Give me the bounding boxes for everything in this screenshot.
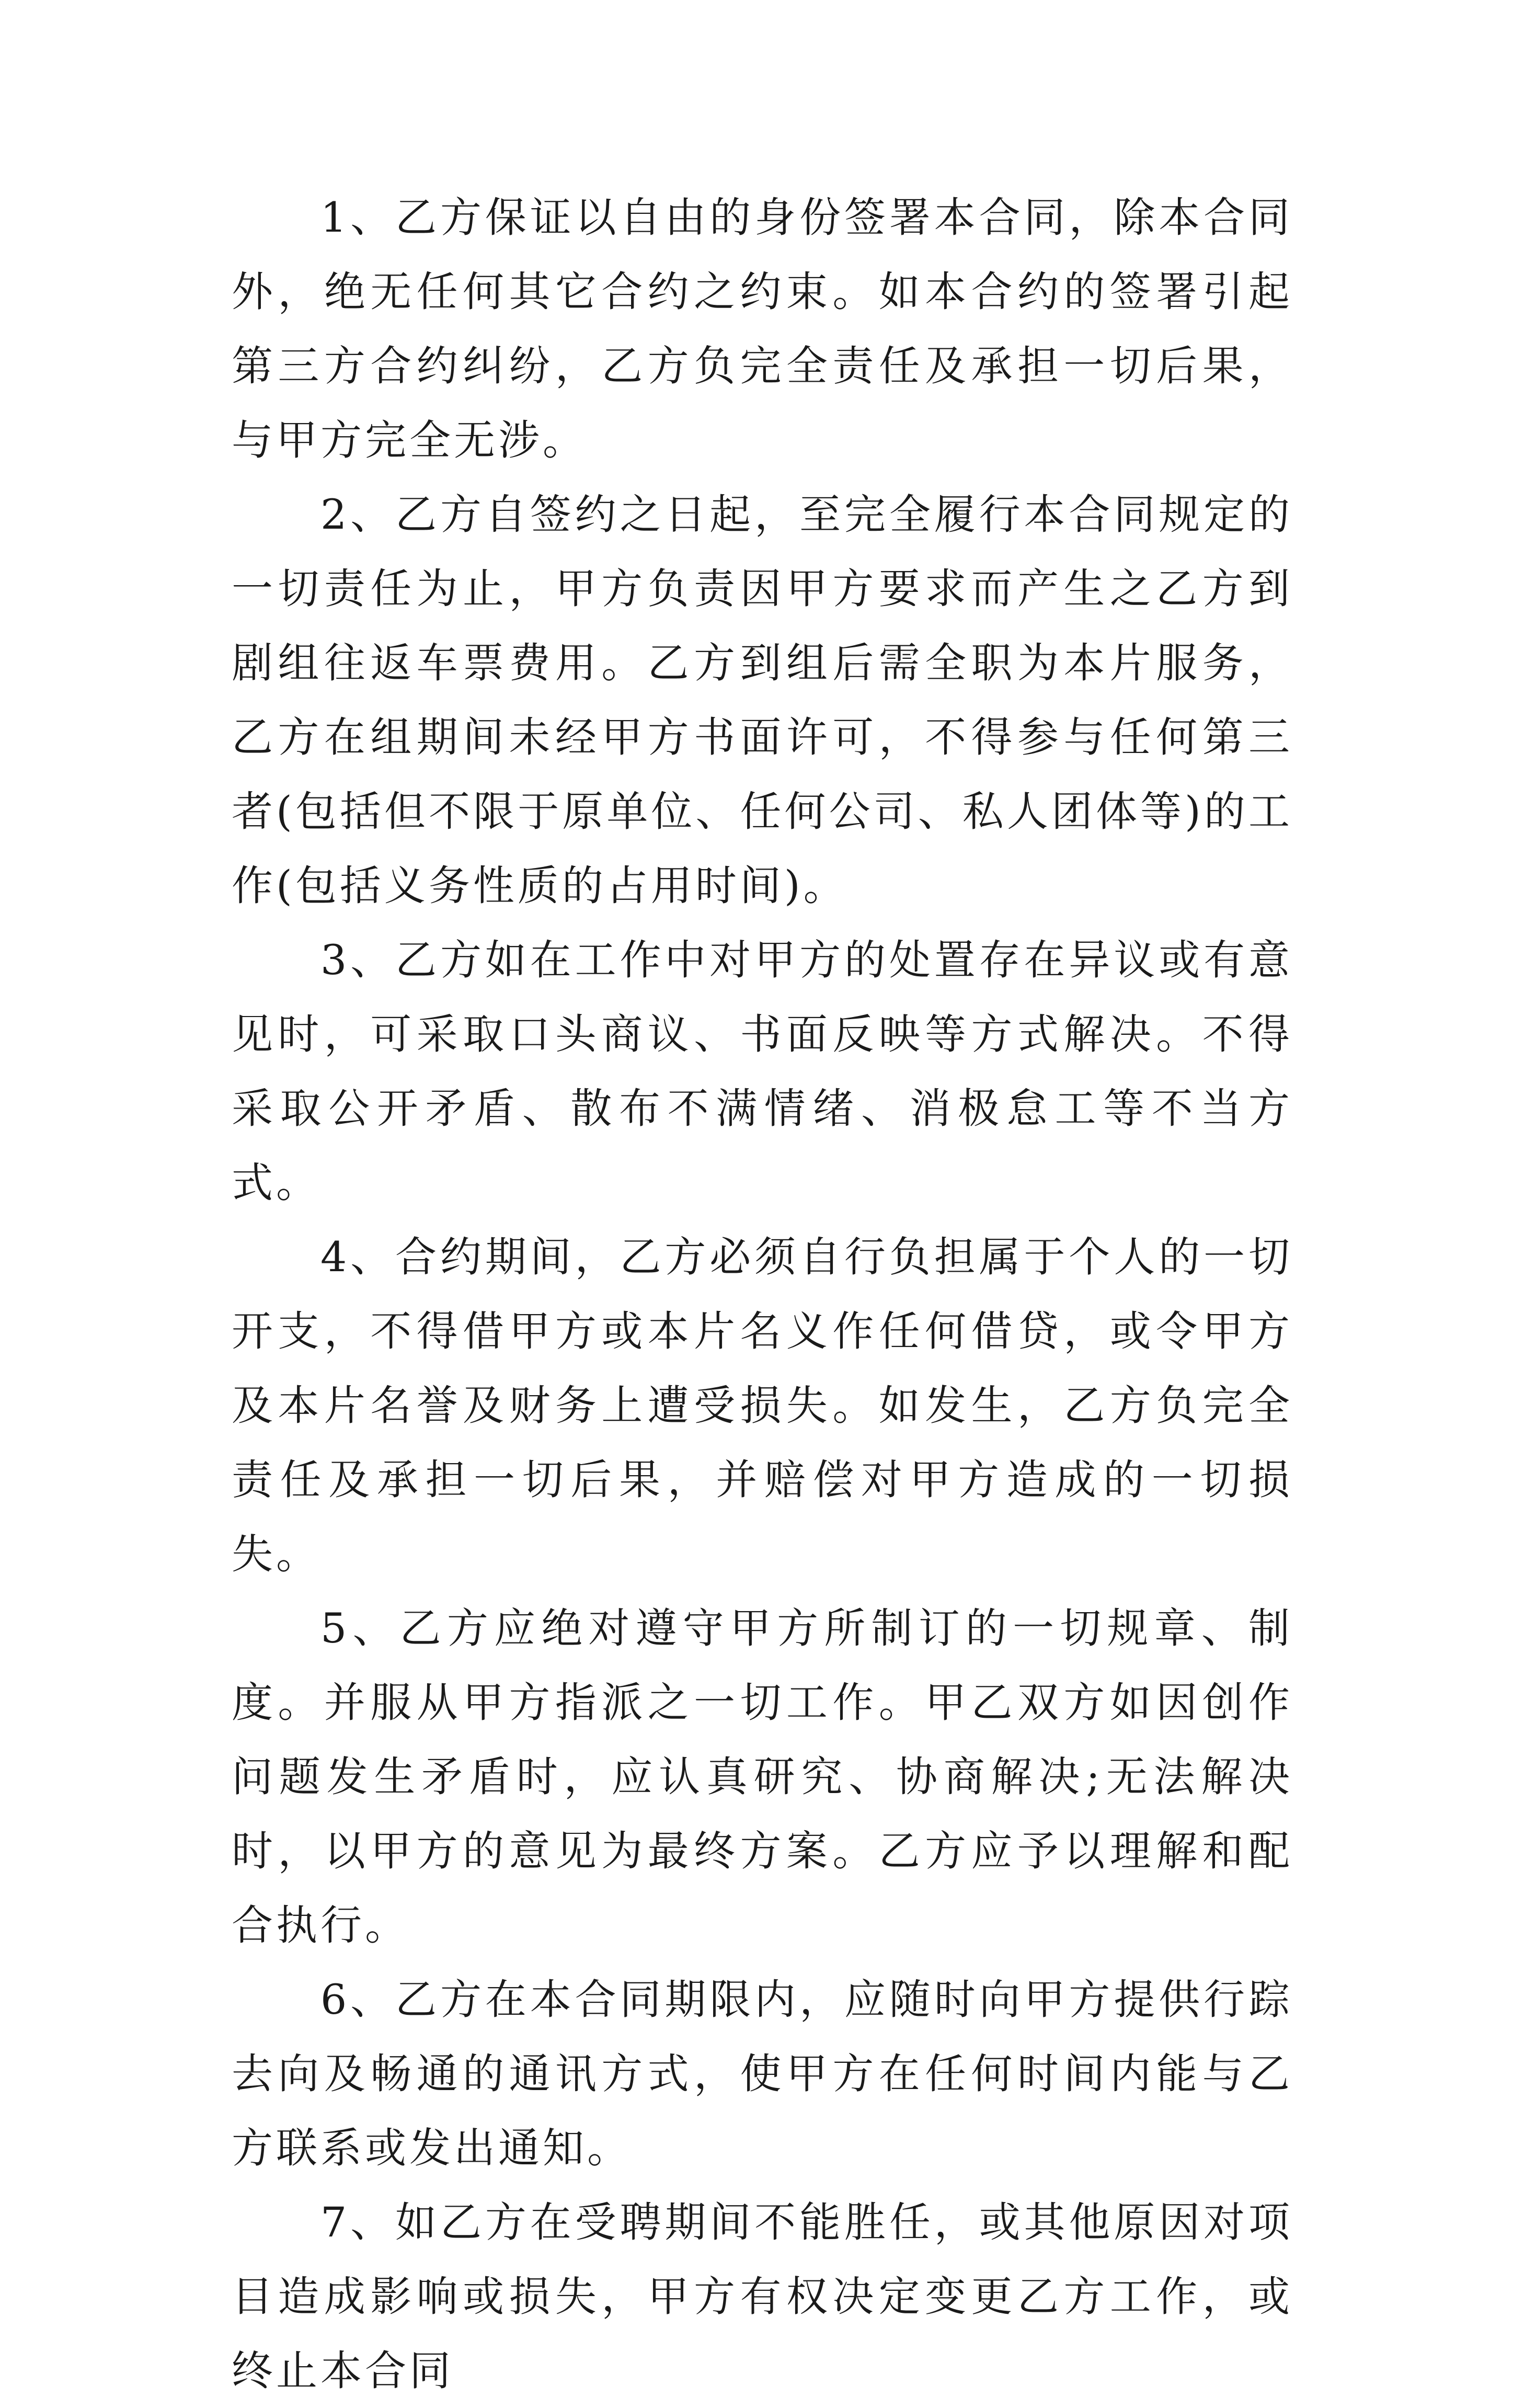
clause-1: 1、乙方保证以自由的身份签署本合同，除本合同外，绝无任何其它合约之约束。如本合约的签署引起第三方合约纠纷，乙方负完全责任及承担一切后果，与甲方完全无涉。 (232, 193, 1293, 464)
clause-2: 2、乙方自签约之日起，至完全履行本合同规定的一切责任为止，甲方负责因甲方要求而产生之乙方到剧组往返车票费用。乙方到组后需全职为本片服务，乙方在组期间未经甲方书面许可，不得参与任何第三者(包括但不限于原单位、任何公司、私人团体等)的工作(包括义务性质的占用时间)。 (232, 490, 1293, 910)
clause-5: 5、乙方应绝对遵守甲方所制订的一切规章、制度。并服从甲方指派之一切工作。甲乙双方如因创作问题发生矛盾时，应认真研究、协商解决;无法解决时，以甲方的意见为最终方案。乙方应予以理解和配合执行。 (232, 1604, 1293, 1949)
clause-6: 6、乙方在本合同期限内，应随时向甲方提供行踪去向及畅通的通讯方式，使甲方在任何时间内能与乙方联系或发出通知。 (232, 1976, 1293, 2172)
clause-3: 3、乙方如在工作中对甲方的处置存在异议或有意见时，可采取口头商议、书面反映等方式解决。不得采取公开矛盾、散布不满情绪、消极怠工等不当方式。 (232, 936, 1293, 1207)
clause-7: 7、如乙方在受聘期间不能胜任，或其他原因对项目造成影响或损失，甲方有权决定变更乙方工作，或终止本合同 (232, 2198, 1293, 2395)
document-body (232, 180, 1293, 2408)
clause-4: 4、合约期间，乙方必须自行负担属于个人的一切开支，不得借甲方或本片名义作任何借贷，或令甲方及本片名誉及财务上遭受损失。如发生，乙方负完全责任及承担一切后果，并赔偿对甲方造成的一切损失。 (232, 1233, 1293, 1578)
